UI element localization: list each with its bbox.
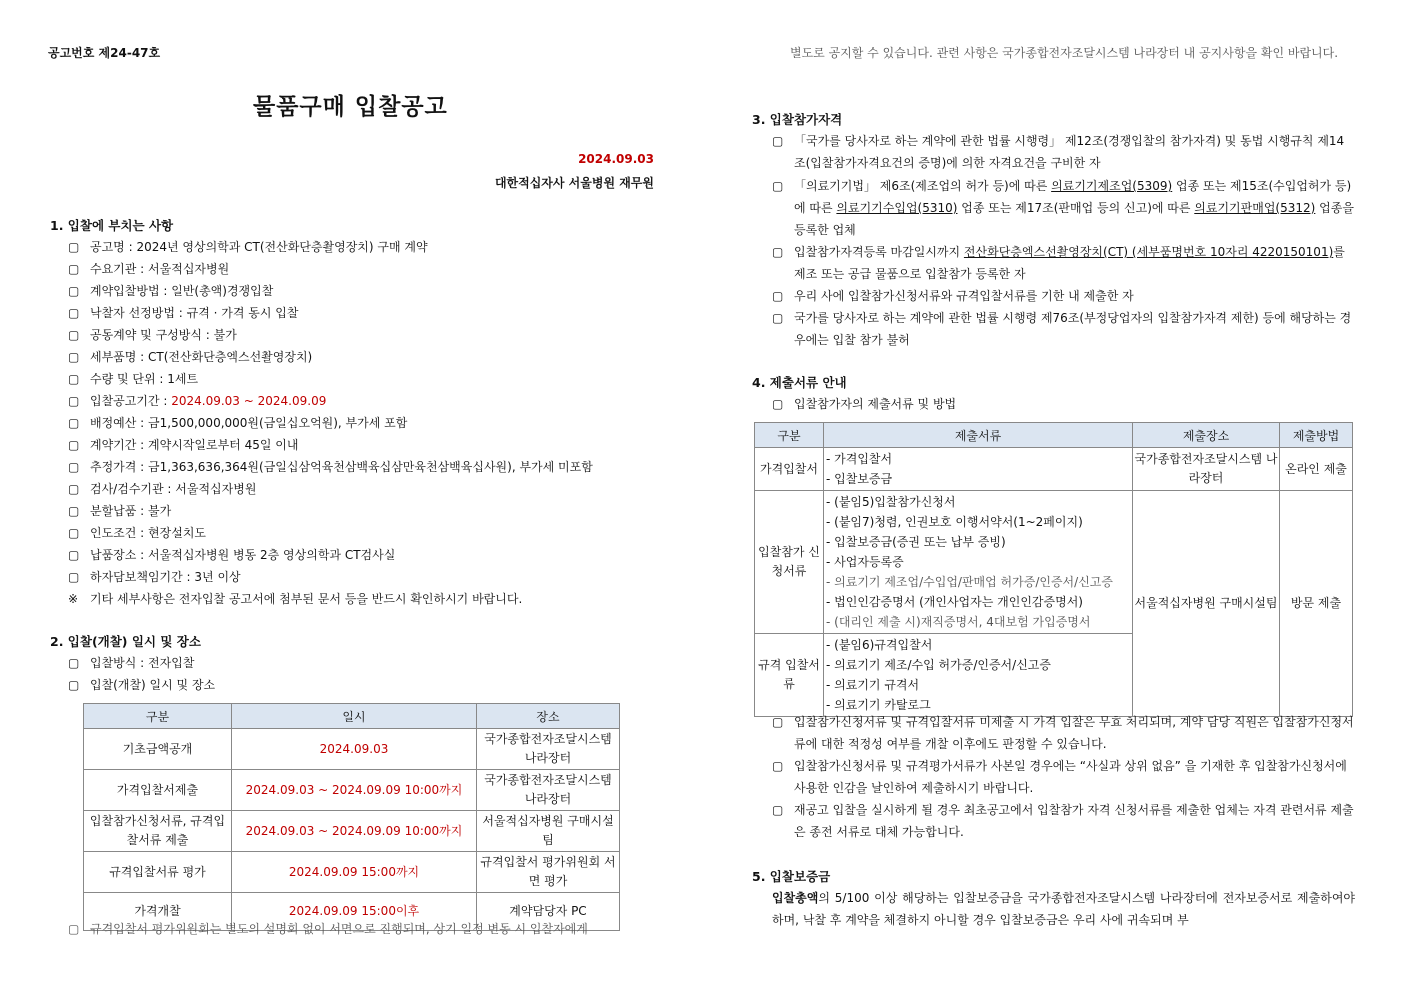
table-header-row xyxy=(84,704,620,729)
list-item: ▢ 인도조건 : 현장설치도 xyxy=(68,526,207,540)
list-item: ▢ 계약입찰방법 : 일반(총액)경쟁입찰 xyxy=(68,284,274,298)
cell-place: 규격입찰서 평가위원회 서면 평가 xyxy=(477,852,620,893)
cell-type: 기초금액공개 xyxy=(84,729,232,770)
section-1-list xyxy=(68,236,593,610)
list-item: ▢ 규격입찰서 평가위원회는 별도의 설명회 없이 서면으로 진행되며, 상기 일정 변동 시 입찰자에게 xyxy=(68,922,588,936)
cell-place: 서울적십자병원 구매시설팀 xyxy=(1133,491,1280,717)
doc-item: - (붙임7)청렴, 인권보호 이행서약서(1~2페이지) xyxy=(826,515,1083,529)
cell-type: 입찰참가 신청서류 xyxy=(755,491,824,634)
list-item: ▢ 입찰참가신청서류 및 규격평가서류가 사본일 경우에는 “사실과 상위 없음” 을 기재한 후 입찰참가신청서에 사용한 인감을 날인하여 제출하시기 바랍니다. xyxy=(772,759,1347,795)
cell-place: 국가종합전자조달시스템 나라장터 xyxy=(1133,448,1280,491)
table-row xyxy=(755,448,1353,491)
list-item: ▢ 검사/검수기관 : 서울적십자병원 xyxy=(68,482,257,496)
cell-type: 가격입찰서제출 xyxy=(84,770,232,811)
section-1-title: 1. 입찰에 부치는 사항 xyxy=(50,218,174,233)
list-item-period: ▢ 입찰공고기간 : 2024.09.03 ~ 2024.09.09 xyxy=(68,394,327,408)
doc-item: - 의료기기 제조/수입 허가증/인증서/신고증 xyxy=(826,658,1051,672)
doc-item: - 입찰보증금(증권 또는 납부 증빙) xyxy=(826,535,1006,549)
list-item: ▢ 수량 및 단위 : 1세트 xyxy=(68,372,199,386)
cell-docs xyxy=(824,634,1133,717)
cell-place: 국가종합전자조달시스템 나라장터 xyxy=(477,770,620,811)
col-header: 제출방법 xyxy=(1280,423,1353,448)
cell-type: 가격입찰서 xyxy=(755,448,824,491)
doc-item: - (붙임6)규격입찰서 xyxy=(826,638,933,652)
cell-type: 입찰참가신청서류, 규격입찰서류 제출 xyxy=(84,811,232,852)
cell-type: 규격 입찰서류 xyxy=(755,634,824,717)
doc-item: - 법인인감증명서 (개인사업자는 개인인감증명서) xyxy=(826,595,1083,609)
list-item: ▢ 낙찰자 선정방법 : 규격 · 가격 동시 입찰 xyxy=(68,306,299,320)
continued-text: 별도로 공지할 수 있습니다. 관련 사항은 국가종합전자조달시스템 나라장터 내 공지사항을 확인 바랍니다. xyxy=(790,46,1339,60)
doc-item: - 사업자등록증 xyxy=(826,555,904,569)
doc-item: - (대리인 제출 시)재직증명서, 4대보험 가입증명서 xyxy=(826,615,1091,629)
table-row xyxy=(84,852,620,893)
cell-docs xyxy=(824,491,1133,634)
col-header: 제출서류 xyxy=(824,423,1133,448)
list-item: ▢ 납품장소 : 서울적십자병원 병동 2층 영상의학과 CT검사실 xyxy=(68,548,396,562)
note-item: ※ 기타 세부사항은 전자입찰 공고서에 첨부된 문서 등을 반드시 확인하시기 바랍니다. xyxy=(68,592,523,606)
table-header-row xyxy=(755,423,1353,448)
list-item: ▢ 입찰참가자격등록 마감일시까지 전산화단층엑스선촬영장치(CT) (세부품명번호 10자리 4220150101)를 제조 또는 공급 물품으로 입찰참가 등록한 자 xyxy=(772,245,1345,281)
section-4-intro xyxy=(772,393,956,415)
page-title: 물품구매 입찰공고 xyxy=(253,94,448,120)
section-5-text: 입찰총액의 5/100 이상 해당하는 입찰보증금을 국가종합전자조달시스템 나라장터에 전자보증서로 제출하여야 하며, 낙찰 후 계약을 체결하지 아니할 경우 입찰보증금은 우리 사에 귀속되며 부 xyxy=(772,891,1355,927)
schedule-table xyxy=(83,703,620,931)
cell-docs xyxy=(824,448,1133,491)
section-5-title: 5. 입찰보증금 xyxy=(752,869,831,884)
table-row xyxy=(755,491,1353,634)
list-item: ▢ 세부품명 : CT(전산화단층엑스선촬영장치) xyxy=(68,350,313,364)
notice-number: 공고번호 제24-47호 xyxy=(48,46,161,60)
cell-time: 2024.09.03 xyxy=(232,729,477,770)
section-4-notes xyxy=(772,711,1355,843)
col-header: 장소 xyxy=(477,704,620,729)
cell-type: 가격개찰 xyxy=(84,893,232,931)
list-item: ▢ 공동계약 및 구성방식 : 불가 xyxy=(68,328,237,342)
doc-item: - 의료기기 제조업/수입업/판매업 허가증/인증서/신고증 xyxy=(826,575,1113,589)
col-header: 일시 xyxy=(232,704,477,729)
list-item: ▢ 국가를 당사자로 하는 계약에 관한 법률 시행령 제76조(부정당업자의 입찰참가자격 제한) 등에 해당하는 경우에는 입찰 참가 불허 xyxy=(772,311,1352,347)
list-item: ▢ 공고명 : 2024년 영상의학과 CT(전산화단층촬영장치) 구매 계약 xyxy=(68,240,428,254)
doc-item: - 의료기기 카탈로그 xyxy=(826,698,931,712)
list-item: ▢ 재공고 입찰을 실시하게 될 경우 최초공고에서 입찰참가 자격 신청서류를 제출한 업체는 자격 관련서류 제출은 종전 서류로 대체 가능합니다. xyxy=(772,803,1354,839)
cell-place: 계약담당자 PC xyxy=(477,893,620,931)
section-3-list xyxy=(772,130,1355,351)
list-item: ▢ 「의료기기법」 제6조(제조업의 허가 등)에 따른 의료기기제조업(5309) 업종 또는 제15조(수입업허가 등)에 따른 의료기기수입업(5310) 업종 또는 제17조(판매업 등의 신고)에 따른 의료기기판매업(5312) 업종을 등록한 업체 xyxy=(772,179,1354,237)
table-row xyxy=(84,770,620,811)
section-3-title: 3. 입찰참가자격 xyxy=(752,112,843,127)
list-item: ▢ 우리 사에 입찰참가신청서류와 규격입찰서류를 기한 내 제출한 자 xyxy=(772,289,1134,303)
doc-item: - (붙임5)입찰참가신청서 xyxy=(826,495,956,509)
doc-item: - 가격입찰서 xyxy=(826,452,893,466)
cell-place: 국가종합전자조달시스템 나라장터 xyxy=(477,729,620,770)
list-item: ▢ 분할납품 : 불가 xyxy=(68,504,172,518)
doc-item: - 입찰보증금 xyxy=(826,472,893,486)
list-item: ▢ 수요기관 : 서울적십자병원 xyxy=(68,262,230,276)
section-4-title: 4. 제출서류 안내 xyxy=(752,375,847,390)
list-item: ▢ 배정예산 : 금1,500,000,000원(금일십오억원), 부가세 포함 xyxy=(68,416,408,430)
cell-time: 2024.09.09 15:00까지 xyxy=(232,852,477,893)
doc-item: - 의료기기 규격서 xyxy=(826,678,920,692)
list-item: ▢ 하자담보책임기간 : 3년 이상 xyxy=(68,570,241,584)
section-2-list xyxy=(68,652,215,696)
cell-type: 규격입찰서류 평가 xyxy=(84,852,232,893)
list-item: ▢ 입찰방식 : 전자입찰 xyxy=(68,656,195,670)
col-header: 구분 xyxy=(755,423,824,448)
issuing-org: 대한적십자사 서울병원 재무원 xyxy=(494,176,654,190)
cell-method: 방문 제출 xyxy=(1280,491,1353,717)
list-item: ▢ 입찰(개찰) 일시 및 장소 xyxy=(68,678,216,692)
list-item: ▢ 입찰참가자의 제출서류 및 방법 xyxy=(772,397,957,411)
cell-time: 2024.09.03 ~ 2024.09.09 10:00까지 xyxy=(232,770,477,811)
col-header: 제출장소 xyxy=(1133,423,1280,448)
section-2-title: 2. 입찰(개찰) 일시 및 장소 xyxy=(50,634,201,649)
cell-method: 온라인 제출 xyxy=(1280,448,1353,491)
list-item: ▢ 계약기간 : 계약시작일로부터 45일 이내 xyxy=(68,438,299,452)
cell-place: 서울적십자병원 구매시설팀 xyxy=(477,811,620,852)
table-row xyxy=(84,811,620,852)
list-item: ▢ 입찰참가신청서류 및 규격입찰서류 미제출 시 가격 입찰은 무효 처리되며, 계약 담당 직원은 입찰참가신청서류에 대한 적정성 여부를 개찰 이후에도 판정할 수 있습니다. xyxy=(772,715,1354,751)
list-item: ▢ 「국가를 당사자로 하는 계약에 관한 법률 시행령」 제12조(경쟁입찰의 참가자격) 및 동법 시행규칙 제14조(입찰참가자격요건의 증명)에 의한 자격요건을 구비한 자 xyxy=(772,134,1345,170)
notice-date: 2024.09.03 xyxy=(578,152,654,166)
section-2-footer xyxy=(68,918,588,940)
list-item: ▢ 추정가격 : 금1,363,636,364원(금일십삼억육천삼백육십삼만육천삼백육십사원), 부가세 미포함 xyxy=(68,460,593,474)
cell-time: 2024.09.03 ~ 2024.09.09 10:00까지 xyxy=(232,811,477,852)
table-row xyxy=(84,729,620,770)
documents-table xyxy=(754,422,1353,717)
cell-time: 2024.09.09 15:00이후 xyxy=(232,893,477,931)
col-header: 구분 xyxy=(84,704,232,729)
